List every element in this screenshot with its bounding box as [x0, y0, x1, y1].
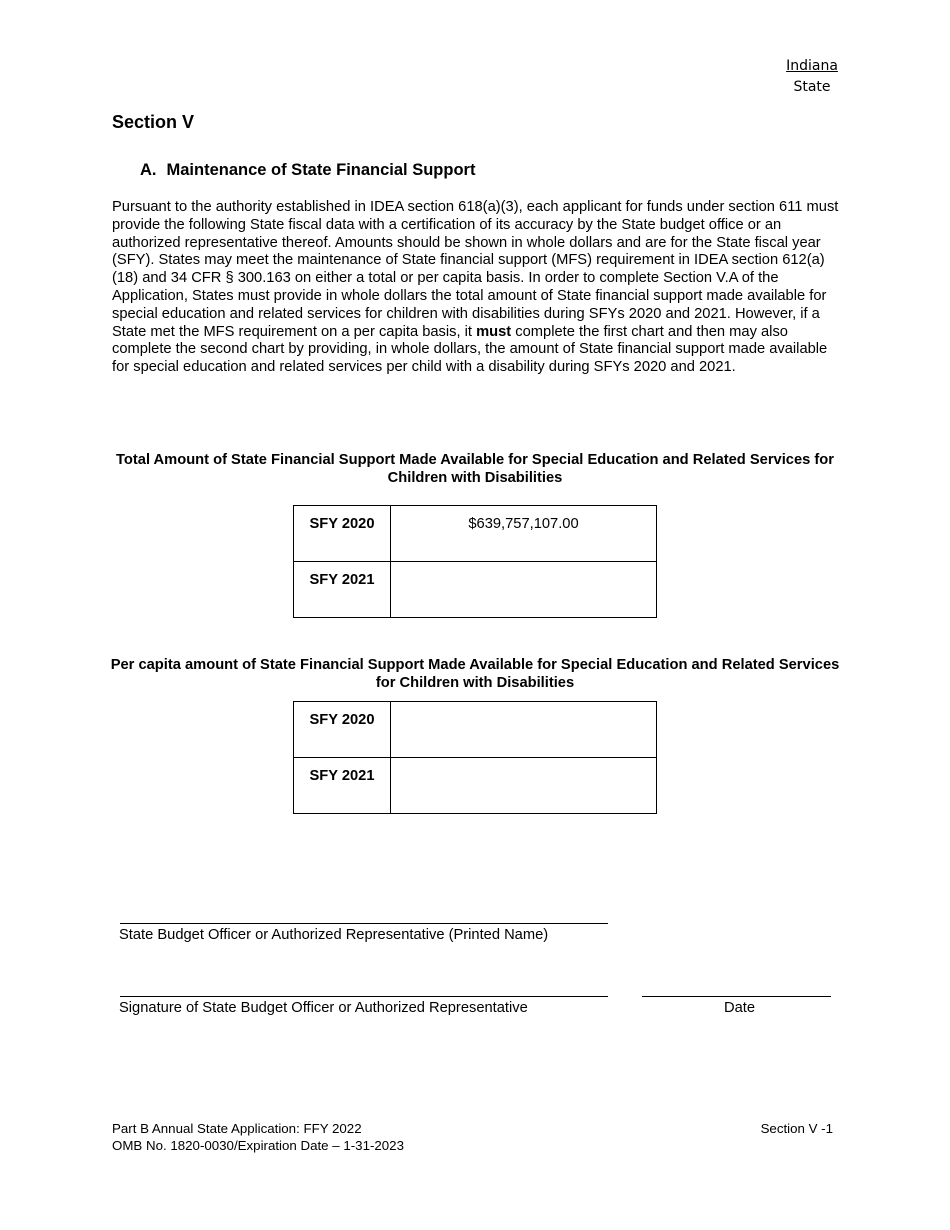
table-row — [294, 562, 657, 618]
printed-name-label: State Budget Officer or Authorized Representative (Printed Name) — [119, 927, 549, 943]
intro-bold-word: must — [476, 323, 512, 340]
subsection-title: Maintenance of State Financial Support — [166, 161, 476, 179]
amount-field[interactable] — [391, 562, 657, 618]
footer-application-line: Part B Annual State Application: FFY 2022 — [112, 1121, 362, 1136]
printed-name-line[interactable] — [120, 923, 608, 924]
table-row — [294, 702, 657, 758]
total-support-table — [293, 505, 657, 618]
year-cell: SFY 2020 — [294, 702, 391, 758]
subsection-heading — [140, 161, 475, 180]
page-number: Section V -1 — [760, 1121, 833, 1136]
year-cell: SFY 2021 — [294, 758, 391, 814]
footer-omb-line: OMB No. 1820-0030/Expiration Date – 1-31-2023 — [112, 1138, 404, 1153]
state-label: State — [793, 79, 831, 95]
table-row — [294, 758, 657, 814]
footer-form-info — [112, 1120, 404, 1154]
table-row — [294, 506, 657, 562]
date-label: Date — [724, 1000, 756, 1016]
year-cell: SFY 2020 — [294, 506, 391, 562]
signature-label: Signature of State Budget Officer or Authorized Representative — [119, 1000, 528, 1016]
per-capita-chart-caption: Per capita amount of State Financial Support Made Available for Special Education and Related Services for Children with Disabilities — [110, 657, 840, 691]
amount-field[interactable] — [391, 758, 657, 814]
intro-text-part2: complete the first chart and then may also complete the second chart by providing, in whole dollars, the amount of State financial support made available for special education and related services per child with a disability during SFYs 2020 and 2021. — [112, 323, 828, 376]
state-header — [770, 56, 854, 98]
amount-field[interactable] — [391, 702, 657, 758]
signature-line[interactable] — [120, 996, 608, 997]
intro-text-part1: Pursuant to the authority established in IDEA section 618(a)(3), each applicant for funds under section 611 must provide the following State fiscal data with a certification of its accuracy by the State budget office or an authorized representative thereof. Amounts should be shown in whole dollars and are for the State fiscal year (SFY). States may meet the maintenance of State financial support (MFS) requirement in IDEA section 612(a)(18) and 34 CFR § 300.163 on either a total or per capita basis. In order to complete Section V.A of the Application, States must provide in whole dollars the total amount of State financial support made available for special education and related services for children with disabilities during SFYs 2020 and 2021. However, if a State met the MFS requirement on a per capita basis, it — [112, 199, 839, 340]
year-cell: SFY 2021 — [294, 562, 391, 618]
subsection-letter: A. — [140, 161, 157, 179]
date-line[interactable] — [642, 996, 831, 997]
section-title: Section V — [112, 112, 195, 132]
per-capita-support-table — [293, 701, 657, 814]
amount-field[interactable]: $639,757,107.00 — [391, 506, 657, 562]
total-chart-caption: Total Amount of State Financial Support Made Available for Special Education and Related Services for Children with Disabilities — [116, 452, 834, 486]
intro-paragraph — [112, 199, 842, 377]
state-name: Indiana — [786, 58, 838, 74]
